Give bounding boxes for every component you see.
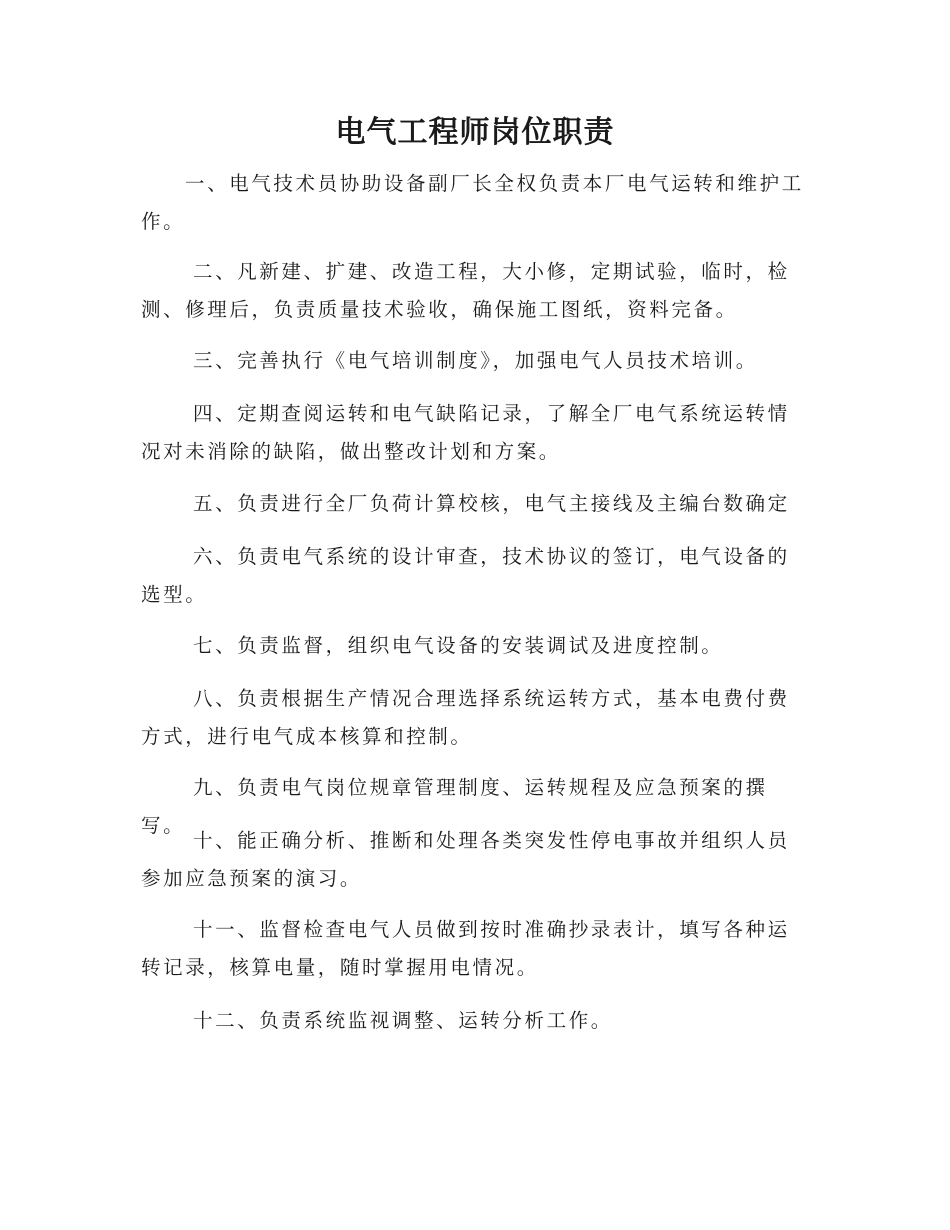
duty-item-4: 四、定期查阅运转和电气缺陷记录，了解全厂电气系统运转情况对未消除的缺陷，做出整改计划和方案。 <box>141 402 790 463</box>
duty-item-9: 九、负责电气岗位规章管理制度、运转规程及应急预案的撰写。 <box>141 776 768 837</box>
duty-item-3: 三、完善执行《电气培训制度》，加强电气人员技术培训。 <box>193 349 758 372</box>
duty-item-6: 六、负责电气系统的设计审查，技术协议的签订，电气设备的选型。 <box>141 545 790 606</box>
duty-item-8: 八、负责根据生产情况合理选择系统运转方式，基本电费付费方式，进行电气成本核算和控制。 <box>141 687 790 748</box>
duty-item-12: 十二、负责系统监视调整、运转分析工作。 <box>193 1009 613 1032</box>
duty-item-10: 十、能正确分析、推断和处理各类突发性停电事故并组织人员参加应急预案的演习。 <box>141 829 790 890</box>
duty-item-1: 一、电气技术员协助设备副厂长全权负责本厂电气运转和维护工作。 <box>141 172 804 233</box>
duty-item-11: 十一、监督检查电气人员做到按时准确抄录表计，填写各种运转记录，核算电量，随时掌握用电情况。 <box>141 918 790 979</box>
document-title: 电气工程师岗位职责 <box>335 115 615 150</box>
duty-item-2: 二、凡新建、扩建、改造工程，大小修，定期试验，临时，检测、修理后，负责质量技术验收，确保施工图纸，资料完备。 <box>141 260 790 321</box>
duty-item-7: 七、负责监督，组织电气设备的安装调试及进度控制。 <box>193 634 724 657</box>
duty-item-5: 五、负责进行全厂负荷计算校核，电气主接线及主编台数确定 <box>193 492 790 515</box>
